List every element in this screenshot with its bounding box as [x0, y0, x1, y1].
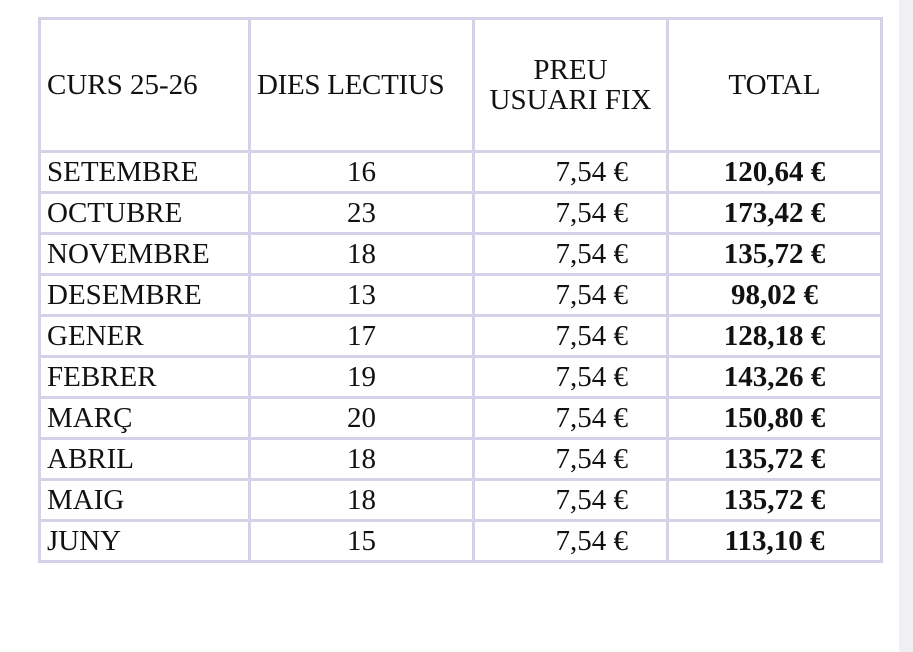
total-cell: 135,72 € [668, 480, 882, 521]
price-cell: 7,54 € [474, 439, 668, 480]
total-cell: 113,10 € [668, 521, 882, 562]
price-cell: 7,54 € [474, 521, 668, 562]
days-cell: 16 [250, 152, 474, 193]
days-cell: 23 [250, 193, 474, 234]
price-cell: 7,54 € [474, 398, 668, 439]
total-cell: 150,80 € [668, 398, 882, 439]
price-cell: 7,54 € [474, 316, 668, 357]
table-header-row [40, 19, 882, 152]
days-cell: 19 [250, 357, 474, 398]
total-cell: 128,18 € [668, 316, 882, 357]
month-cell: GENER [40, 316, 250, 357]
total-cell: 135,72 € [668, 234, 882, 275]
price-cell: 7,54 € [474, 152, 668, 193]
days-cell: 18 [250, 439, 474, 480]
days-cell: 18 [250, 234, 474, 275]
price-cell: 7,54 € [474, 193, 668, 234]
total-cell: 143,26 € [668, 357, 882, 398]
days-cell: 13 [250, 275, 474, 316]
month-cell: FEBRER [40, 357, 250, 398]
month-cell: SETEMBRE [40, 152, 250, 193]
table-row [40, 357, 882, 398]
table-row [40, 316, 882, 357]
header-preu-line2: USUARI FIX [489, 84, 652, 116]
table-row [40, 480, 882, 521]
table-row [40, 439, 882, 480]
month-cell: OCTUBRE [40, 193, 250, 234]
table-row [40, 234, 882, 275]
month-cell: JUNY [40, 521, 250, 562]
total-cell: 120,64 € [668, 152, 882, 193]
header-curs: CURS 25-26 [40, 19, 250, 152]
header-preu-line1: PREU [533, 53, 608, 86]
month-cell: MAIG [40, 480, 250, 521]
days-cell: 15 [250, 521, 474, 562]
header-total: TOTAL [668, 19, 882, 152]
table-row [40, 275, 882, 316]
total-cell: 135,72 € [668, 439, 882, 480]
header-dies-lectius: DIES LECTIUS [250, 19, 474, 152]
total-cell: 173,42 € [668, 193, 882, 234]
table-row [40, 193, 882, 234]
price-table-container [38, 17, 880, 563]
price-cell: 7,54 € [474, 275, 668, 316]
days-cell: 20 [250, 398, 474, 439]
header-preu-usuari-fix [474, 19, 668, 152]
price-table [38, 17, 883, 563]
table-row [40, 152, 882, 193]
table-row [40, 521, 882, 562]
month-cell: MARÇ [40, 398, 250, 439]
total-cell: 98,02 € [668, 275, 882, 316]
days-cell: 18 [250, 480, 474, 521]
month-cell: ABRIL [40, 439, 250, 480]
month-cell: NOVEMBRE [40, 234, 250, 275]
price-cell: 7,54 € [474, 480, 668, 521]
table-row [40, 398, 882, 439]
month-cell: DESEMBRE [40, 275, 250, 316]
price-cell: 7,54 € [474, 234, 668, 275]
scroll-edge [899, 0, 913, 652]
days-cell: 17 [250, 316, 474, 357]
price-cell: 7,54 € [474, 357, 668, 398]
